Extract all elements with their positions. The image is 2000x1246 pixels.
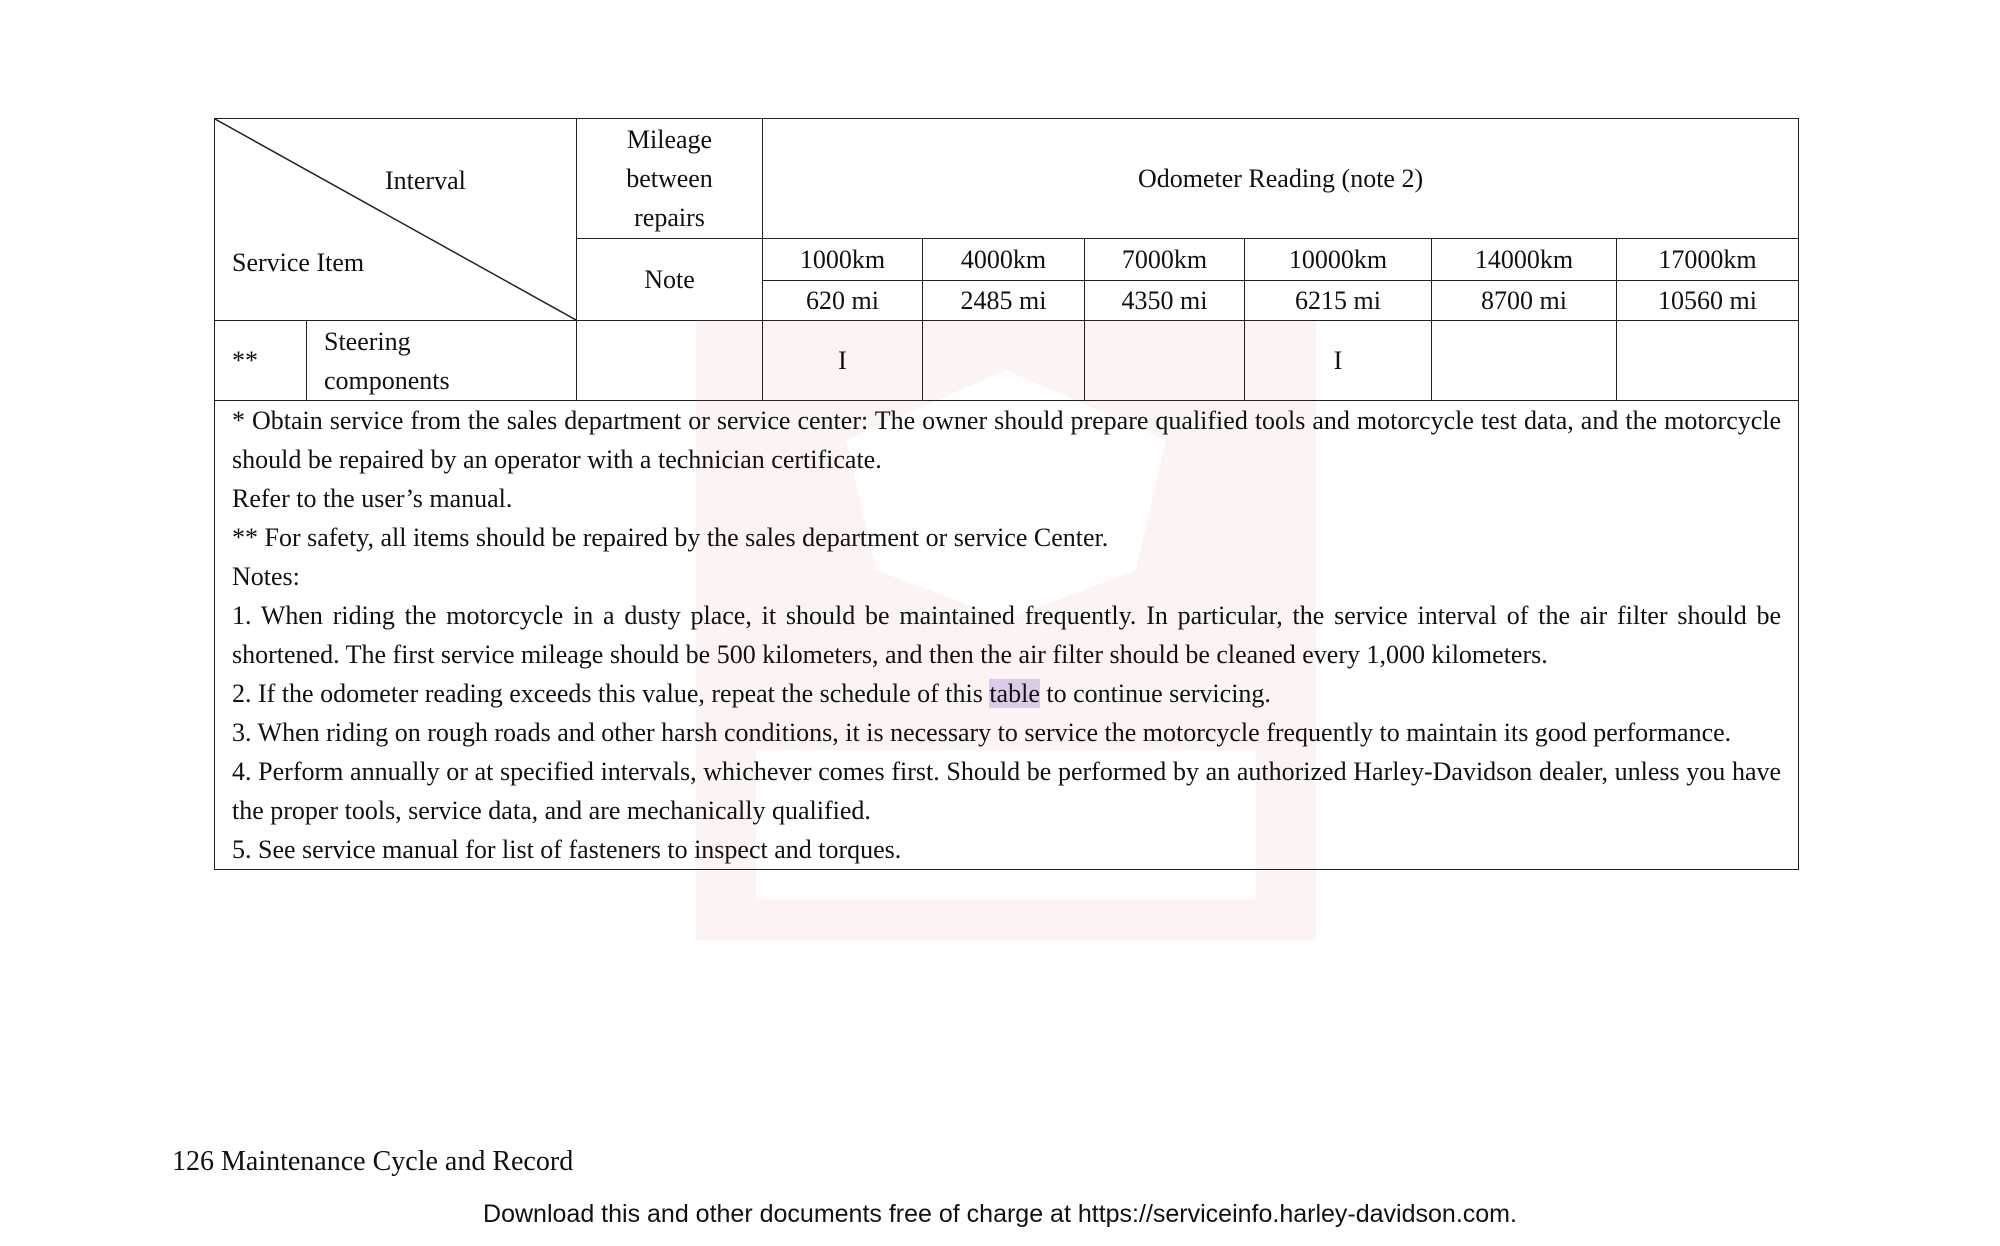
diagonal-divider-line — [215, 119, 576, 320]
interval-cell — [923, 321, 1085, 401]
row-marker: ** — [215, 321, 307, 401]
notes-cell — [215, 401, 1799, 870]
km-cell: 4000km — [923, 239, 1085, 281]
mileage-between-repairs-header: Mileage between repairs — [577, 119, 763, 239]
km-cell: 1000km — [763, 239, 923, 281]
mi-cell: 8700 mi — [1432, 281, 1617, 321]
row-note — [577, 321, 763, 401]
km-cell: 14000km — [1432, 239, 1617, 281]
note-paragraph: ** For safety, all items should be repaired by the sales department or service Center. — [232, 523, 1109, 552]
notes-heading: Notes: — [232, 562, 300, 591]
mi-cell: 4350 mi — [1085, 281, 1245, 321]
interval-cell: I — [763, 321, 923, 401]
download-notice: Download this and other documents free of charge at https://serviceinfo.harley-davidson.com. — [483, 1200, 1517, 1228]
interval-cell: I — [1245, 321, 1432, 401]
maintenance-schedule-table — [214, 118, 1799, 870]
odometer-reading-header: Odometer Reading (note 2) — [763, 119, 1799, 239]
highlighted-word: table — [989, 679, 1040, 708]
interval-label: Interval — [385, 166, 466, 195]
note-paragraph: Refer to the user’s manual. — [232, 484, 513, 513]
km-cell: 7000km — [1085, 239, 1245, 281]
note-paragraph: 1. When riding the motorcycle in a dusty place, it should be maintained frequently. In particular, the service interval of the air filter should be shortened. The first service mileage should be 500 kilometers, and then the air filter should be cleaned every 1,000 kilometers. — [232, 601, 1782, 669]
mi-cell: 620 mi — [763, 281, 923, 321]
note-header: Note — [577, 239, 763, 321]
page-footer-label: 126 Maintenance Cycle and Record — [172, 1146, 574, 1177]
interval-cell — [1432, 321, 1617, 401]
mi-cell: 10560 mi — [1617, 281, 1799, 321]
km-cell: 10000km — [1245, 239, 1432, 281]
notes-row — [215, 401, 1799, 870]
km-cell: 17000km — [1617, 239, 1799, 281]
note-paragraph: 4. Perform annually or at specified intervals, whichever comes first. Should be performed by an authorized Harley-Davidson dealer, unless you have the proper tools, service data, and are mechanically qualified. — [232, 757, 1782, 825]
service-item-name: Steering components — [307, 321, 577, 401]
note-paragraph: * Obtain service from the sales department or service center: The owner should prepare qualified tools and motorcycle test data, and the motorcycle should be repaired by an operator with a technician certificate. — [232, 406, 1782, 474]
note-paragraph: 2. If the odometer reading exceeds this value, repeat the schedule of this table to continue servicing. — [232, 679, 1271, 708]
service-item-label: Service Item — [232, 248, 365, 277]
table-row — [215, 321, 1799, 401]
note-paragraph: 5. See service manual for list of fasteners to inspect and torques. — [232, 835, 902, 864]
diagonal-header-cell — [215, 119, 577, 321]
interval-cell — [1617, 321, 1799, 401]
header-row-top — [215, 119, 1799, 239]
mi-cell: 6215 mi — [1245, 281, 1432, 321]
mi-cell: 2485 mi — [923, 281, 1085, 321]
note-paragraph: 3. When riding on rough roads and other harsh conditions, it is necessary to service the motorcycle frequently to maintain its good performance. — [232, 718, 1732, 747]
interval-cell — [1085, 321, 1245, 401]
